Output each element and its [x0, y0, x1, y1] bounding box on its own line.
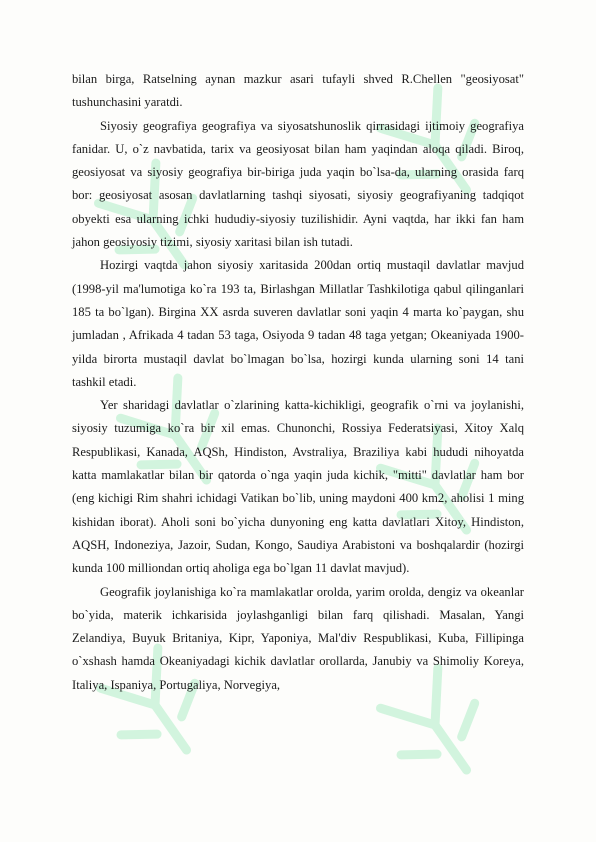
paragraph: Geografik joylanishiga ko`ra mamlakatlar orolda, yarim orolda, dengiz va okeanlar bo`yida, materik ichkarisida joylashganligi bilan farq qilishadi. Masalan, Yangi Zelandiya, Buyuk Britaniya, Kipr, Yaponiya, Mal'div Respublikasi, Kuba, Fillipinga o`xshash hamda Okeaniyadagi kichik davlatlar orollarda, Janubiy va Shimoliy Koreya, Italiya, Ispaniya, Portugaliya, Norvegiya, — [72, 584, 524, 692]
paragraph: Siyosiy geografiya geografiya va siyosatshunoslik qirrasidagi ijtimoiy geografiya fanidar. U, o`z navbatida, tarix va geosiyosat bilan ham yaqindan aloqa qiladi. Biroq, geosiyosat va siyosiy geografiya bir-biriga juda yaqin bo`lsa-da, ularning orasida farq bor: geosiyosat asosan davlatlarning tashqi siyosati, siyosiy geografiyaning tadqiqot obyekti esa ularning ichki hududiy-siyosiy tuzilishidir. Ayni vaqtda, har ikki fan ham jahon geosiyosiy tizimi, siyosiy xaritasi bilan ish tutadi. — [72, 118, 524, 250]
paragraph: bilan birga, Ratselning aynan mazkur asari tufayli shved R.Chellen "geosiyosat" tushunchasini yaratdi. — [72, 72, 524, 110]
document-body — [72, 68, 524, 697]
paragraph: Hozirgi vaqtda jahon siyosiy xaritasida 200dan ortiq mustaqil davlatlar mavjud (1998-yil ma'lumotiga ko`ra 193 ta, Birlashgan Millatlar Tashkilotiga qabul qilinganlari 185 ta bo`lgan). Birgina XX asrda suveren davlatlar soni yaqin 4 marta ko`paygan, shu jumladan , Afrikada 4 tadan 53 taga, Osiyoda 9 tadan 48 taga yetgan; Okeaniyada 1900-yilda birorta mustaqil davlat bo`lmagan bo`lsa, hozirgi kunda ularning soni 14 tani tashkil etadi. — [72, 258, 524, 389]
paragraph: Yer sharidagi davlatlar o`zlarining katta-kichikligi, geografik o`rni va joylanishi, siyosiy tuzumiga ko`ra bir xil emas. Chunonchi, Rossiya Federatsiyasi, Xitoy Xalq Respublikasi, Kanada, AQSh, Hindiston, Avstraliya, Braziliya kabi hududi nihoyatda katta mamlakatlar bilan bir qatorda o`nga yaqin juda kichik, "mitti" davlatlar ham bor (eng kichigi Rim shahri ichidagi Vatikan bo`lib, uning maydoni 400 km2, aholisi 1 ming kishidan iborat). Aholi soni bo`yicha dunyoning eng katta davlatlari Xitoy, Hindiston, AQSH, Indoneziya, Jazoir, Sudan, Kongo, Saudiya Arabistoni va boshqalardir (hozirgi kunda 100 milliondan ortiq aholiga ega bo`lgan 11 davlat mavjud). — [72, 398, 524, 576]
